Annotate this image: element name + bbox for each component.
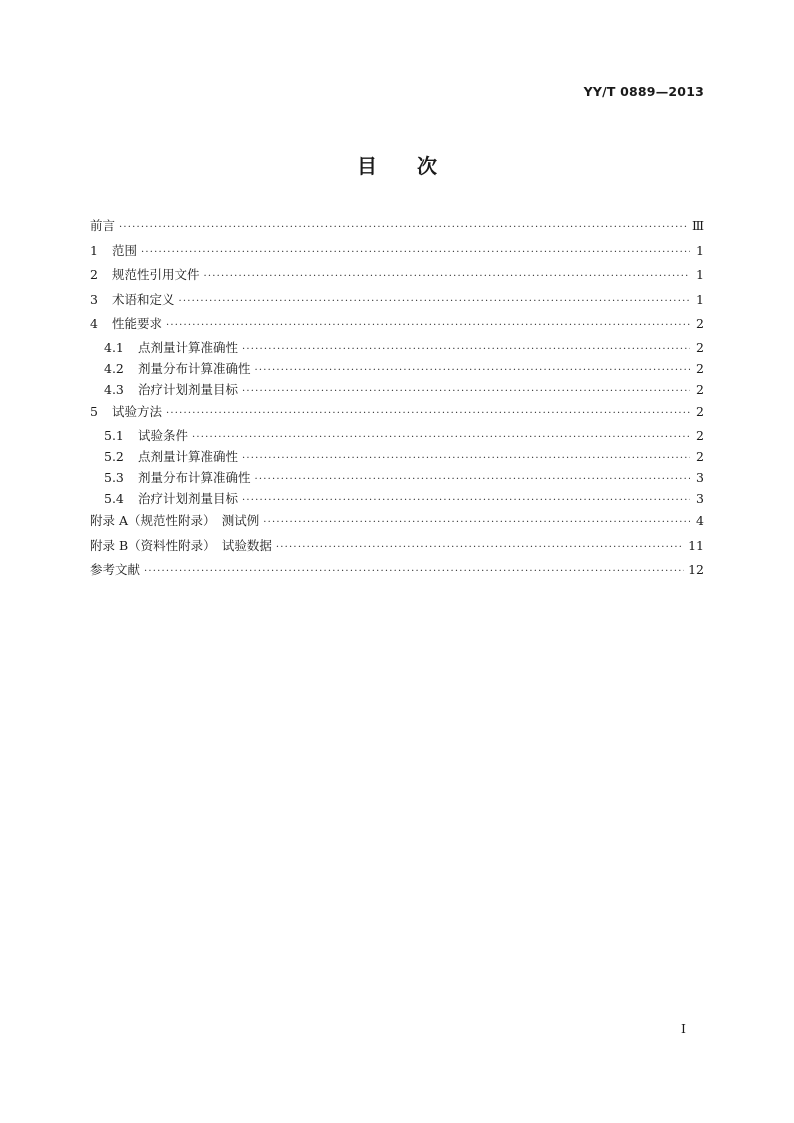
toc-item-label: 附录 A（规范性附录） 测试例 bbox=[90, 513, 260, 529]
toc-item-label: 范围 bbox=[112, 242, 138, 258]
toc-leader bbox=[263, 511, 690, 536]
toc-item-label: 点剂量计算准确性 bbox=[138, 339, 239, 355]
toc-subitem[interactable] bbox=[90, 425, 704, 446]
toc-subitem[interactable] bbox=[90, 358, 704, 379]
toc-leader bbox=[204, 265, 690, 290]
toc-item-number: 4 bbox=[90, 316, 98, 331]
toc-leader bbox=[255, 360, 690, 381]
toc-item[interactable] bbox=[90, 312, 704, 337]
toc-item-page: 1 bbox=[696, 291, 704, 307]
toc-leader bbox=[242, 339, 690, 360]
toc-leader bbox=[119, 216, 688, 241]
table-of-contents bbox=[90, 214, 704, 583]
toc-subitem[interactable] bbox=[90, 467, 704, 488]
toc-item-label: 点剂量计算准确性 bbox=[138, 448, 239, 464]
toc-item-page: 2 bbox=[696, 427, 704, 443]
toc-leader bbox=[242, 448, 690, 469]
toc-item[interactable] bbox=[90, 288, 704, 313]
toc-item-page: 1 bbox=[696, 267, 704, 282]
toc-item-page: 3 bbox=[696, 469, 704, 485]
toc-item[interactable] bbox=[90, 509, 704, 534]
toc-item-number: 2 bbox=[90, 267, 98, 282]
toc-item-label: 剂量分布计算准确性 bbox=[138, 469, 251, 485]
toc-item-number: 4.3 bbox=[104, 381, 124, 397]
toc-item-label: 性能要求 bbox=[112, 316, 163, 331]
toc-leader bbox=[255, 469, 690, 490]
toc-leader bbox=[276, 536, 684, 561]
toc-item[interactable] bbox=[90, 558, 704, 583]
toc-item-page: 2 bbox=[696, 448, 704, 464]
toc-item-page: 2 bbox=[696, 360, 704, 376]
toc-item-label: 参考文献 bbox=[90, 562, 141, 578]
toc-item-label: 前言 bbox=[90, 218, 116, 233]
toc-subitem[interactable] bbox=[90, 379, 704, 400]
toc-leader bbox=[166, 314, 690, 339]
toc-item-page: 2 bbox=[696, 339, 704, 355]
toc-item[interactable] bbox=[90, 263, 704, 288]
toc-item-label: 治疗计划剂量目标 bbox=[138, 381, 239, 397]
page-title: 目 次 bbox=[357, 154, 437, 178]
toc-leader bbox=[141, 241, 690, 266]
toc-item-number: 4.2 bbox=[104, 360, 124, 376]
toc-item[interactable] bbox=[90, 400, 704, 425]
toc-item-label: 治疗计划剂量目标 bbox=[138, 491, 239, 507]
toc-leader bbox=[166, 402, 690, 427]
toc-item-number: 5.4 bbox=[104, 491, 124, 507]
toc-leader bbox=[192, 427, 690, 448]
toc-item-page: Ⅲ bbox=[691, 218, 704, 233]
toc-leader bbox=[242, 381, 690, 402]
toc-item[interactable] bbox=[90, 239, 704, 264]
toc-subitem[interactable] bbox=[90, 488, 704, 509]
toc-item-number: 4.1 bbox=[104, 339, 124, 355]
toc-item-number: 3 bbox=[90, 291, 98, 307]
toc-item-page: 2 bbox=[696, 316, 704, 331]
toc-item-label: 术语和定义 bbox=[112, 291, 175, 307]
toc-item-page: 2 bbox=[696, 404, 704, 420]
toc-item-page: 12 bbox=[688, 562, 704, 578]
toc-item-page: 4 bbox=[696, 513, 704, 529]
toc-item-number: 5.1 bbox=[104, 427, 124, 443]
toc-item-number: 5.2 bbox=[104, 448, 124, 464]
toc-leader bbox=[144, 560, 684, 585]
toc-leader bbox=[179, 290, 690, 315]
toc-item-label: 附录 B（资料性附录） 试验数据 bbox=[90, 537, 272, 553]
toc-item-page: 3 bbox=[696, 491, 704, 507]
toc-item-page: 1 bbox=[696, 242, 704, 258]
toc-item-label: 剂量分布计算准确性 bbox=[138, 360, 251, 376]
toc-subitem[interactable] bbox=[90, 337, 704, 358]
toc-item-page: 11 bbox=[688, 537, 704, 553]
toc-item[interactable] bbox=[90, 214, 704, 239]
toc-item-number: 1 bbox=[90, 242, 98, 258]
toc-item-number: 5 bbox=[90, 404, 98, 420]
toc-item-label: 试验方法 bbox=[112, 404, 163, 420]
toc-leader bbox=[242, 490, 690, 511]
toc-item-page: 2 bbox=[696, 381, 704, 397]
toc-item[interactable] bbox=[90, 534, 704, 559]
toc-item-label: 规范性引用文件 bbox=[112, 267, 200, 282]
page-number: I bbox=[681, 1021, 686, 1036]
toc-item-number: 5.3 bbox=[104, 469, 124, 485]
toc-item-label: 试验条件 bbox=[138, 427, 189, 443]
standard-code: YY/T 0889—2013 bbox=[583, 84, 704, 99]
toc-subitem[interactable] bbox=[90, 446, 704, 467]
